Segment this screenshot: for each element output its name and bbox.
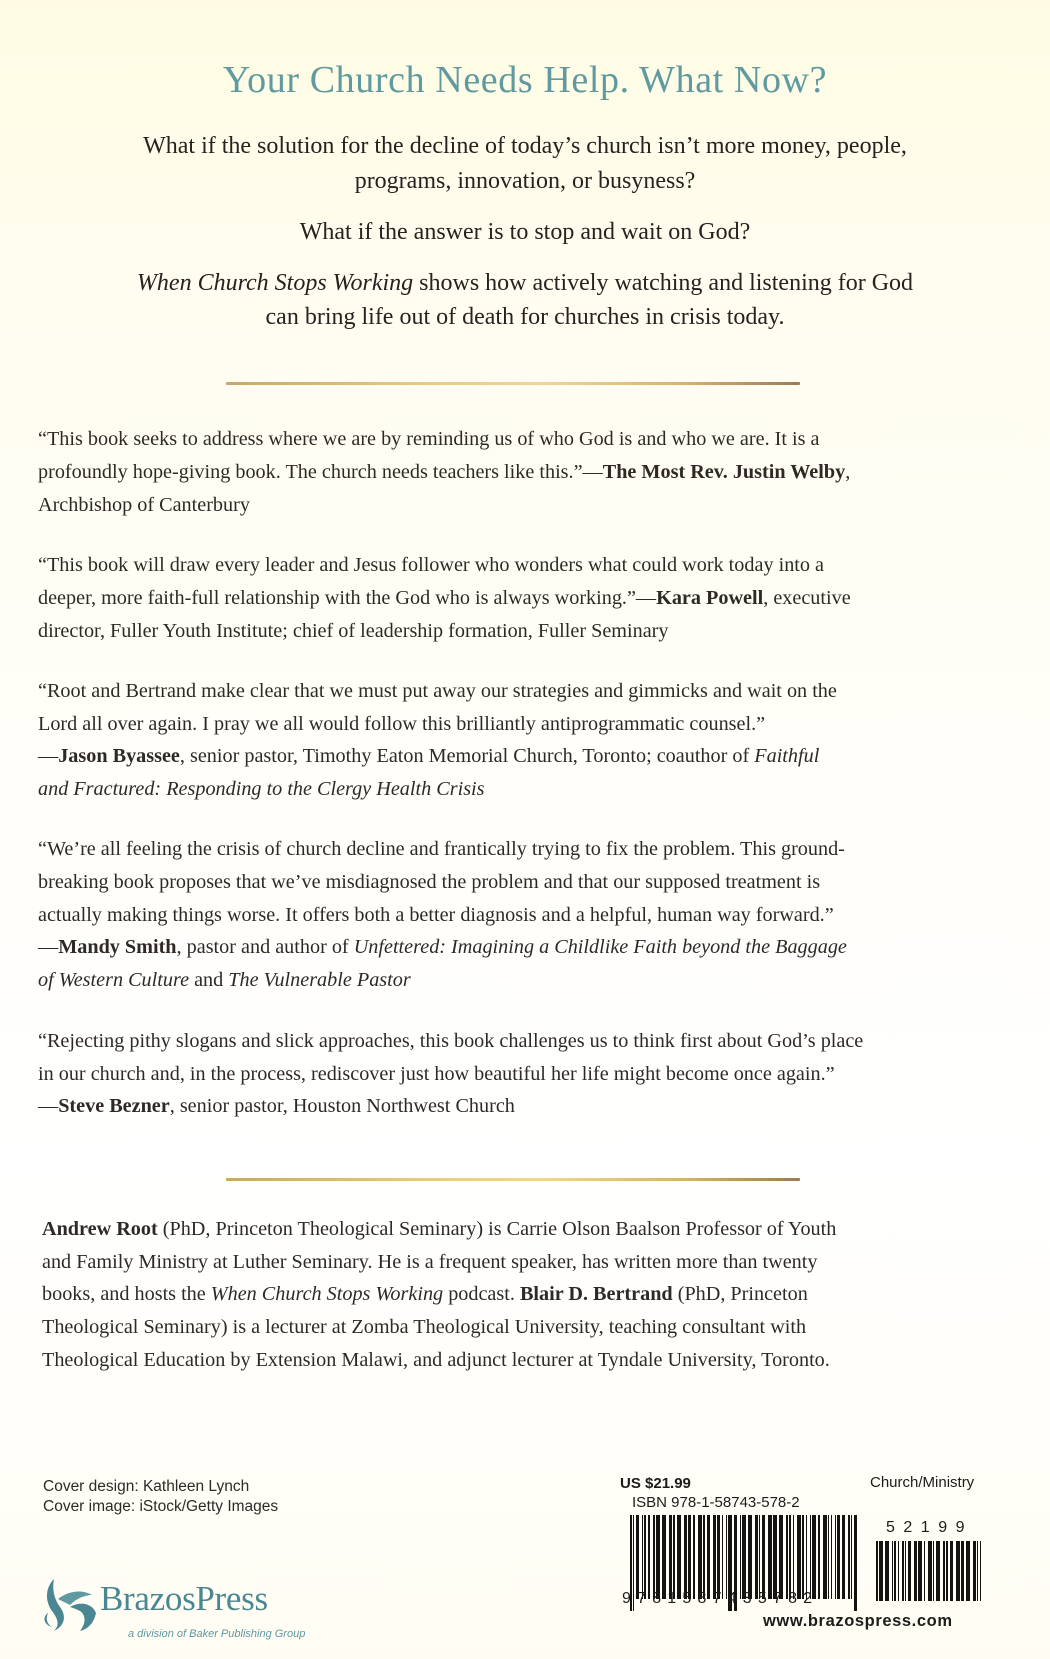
- text-run: “We’re all feeling the crisis of church decline and frantically trying to fix the problem. This ground-: [38, 838, 845, 860]
- title-italic: of Western Culture: [38, 969, 190, 991]
- barcode-bar: [684, 1515, 687, 1599]
- text-run: deeper, more faith-full relationship with the God who is always working.”—: [38, 587, 657, 609]
- bio-line: [42, 1283, 808, 1306]
- barcode-bar: [933, 1541, 934, 1601]
- bio-line: [42, 1251, 817, 1274]
- endorsement-line: [38, 461, 850, 484]
- endorsement-line: [38, 587, 851, 610]
- text-run: “This book will draw every leader and Jesus follower who wonders what could work today into a: [38, 554, 824, 576]
- text-run: Theological Education by Extension Malawi, and adjunct lecturer at Tyndale University, Toronto.: [42, 1349, 830, 1371]
- barcode-bar: [950, 1541, 953, 1601]
- text-run: , pastor and author of: [176, 936, 354, 958]
- barcode-bar: [806, 1515, 807, 1599]
- barcode-digits: 9781587435782: [622, 1590, 819, 1607]
- barcode-bar: [768, 1515, 772, 1599]
- price-label: US $21.99: [620, 1475, 691, 1492]
- barcode-bar: [755, 1515, 758, 1599]
- book-title-italic: When Church Stops Working: [136, 270, 414, 296]
- bio-line: [42, 1316, 806, 1339]
- barcode-bar: [956, 1541, 960, 1601]
- intro-question-line-1: What if the solution for the decline of today’s church isn’t more money, people,: [143, 133, 907, 159]
- barcode-bar: [677, 1515, 681, 1599]
- barcode-bar: [717, 1515, 720, 1599]
- endorsement-line: [38, 1095, 515, 1118]
- bio-line: [42, 1218, 836, 1241]
- text-run: profoundly hope-giving book. The church needs teachers like this.”—: [38, 461, 603, 483]
- barcode-bar: [885, 1541, 889, 1601]
- barcode-bar: [726, 1515, 727, 1599]
- name-bold: Jason Byassee: [58, 745, 180, 767]
- title-italic: and Fractured: Responding to the Clergy Health Crisis: [38, 778, 485, 800]
- title-italic: The Vulnerable Pastor: [228, 969, 411, 991]
- text-run: , senior pastor, Timothy Eaton Memorial Church, Toronto; coauthor of: [179, 745, 755, 767]
- text-run: ,: [845, 461, 851, 483]
- barcode-bar: [703, 1515, 705, 1599]
- brazos-river-wave-icon: [40, 1573, 98, 1633]
- text-run: Theological Seminary) is a lecturer at Zomba Theological University, teaching consultant with: [42, 1316, 807, 1338]
- barcode-bar: [973, 1541, 976, 1601]
- barcode-bar: [848, 1515, 850, 1599]
- barcode-bar: [980, 1541, 981, 1601]
- endorsement-line: [38, 745, 819, 768]
- barcode-bar: [812, 1515, 816, 1599]
- category-label: Church/Ministry: [870, 1474, 975, 1491]
- name-bold: Andrew Root: [42, 1218, 158, 1240]
- text-run: and Family Ministry at Luther Seminary. He is a frequent speaker, has written more than twenty: [42, 1251, 818, 1273]
- endorsement-line: [38, 620, 668, 643]
- barcode-bar: [876, 1541, 878, 1601]
- barcode-bar: [936, 1541, 940, 1601]
- gold-divider-top: [226, 382, 800, 385]
- title-italic: Unfettered: Imagining a Childlike Faith beyond the Baggage: [353, 936, 847, 958]
- text-run: —: [38, 745, 59, 767]
- barcode-bar: [943, 1541, 945, 1601]
- name-bold: Mandy Smith: [58, 936, 177, 958]
- barcode-bar: [879, 1541, 883, 1601]
- barcode-bar: [854, 1515, 857, 1611]
- barcode-bar: [759, 1515, 760, 1599]
- text-run: —: [38, 936, 59, 958]
- text-run: “This book seeks to address where we are by reminding us of who God is and who we are. It is a: [38, 428, 820, 450]
- barcode-bar: [928, 1541, 932, 1601]
- barcode-bar: [842, 1515, 845, 1599]
- intro-summary-line-2: can bring life out of death for churches in crisis today.: [265, 304, 785, 330]
- back-cover-headline: Your Church Needs Help. What Now?: [222, 59, 828, 101]
- endorsement-line: [38, 680, 837, 703]
- publisher-logo: [40, 1573, 360, 1648]
- text-run: (PhD, Princeton Theological Seminary) is Carrie Olson Baalson Professor of Youth: [157, 1218, 837, 1240]
- cover-image-credit: Cover image: iStock/Getty Images: [43, 1498, 279, 1515]
- publisher-website: www.brazospress.com: [763, 1612, 953, 1630]
- barcode-bar: [977, 1541, 978, 1601]
- barcode-bar: [644, 1515, 646, 1599]
- barcode-bar: [835, 1515, 836, 1599]
- intro-summary-line-1: [0, 270, 1050, 297]
- barcode-bar: [966, 1541, 970, 1601]
- text-run: breaking book proposes that we’ve misdiagnosed the problem and that our supposed treatment is: [38, 871, 821, 893]
- barcode-bar: [831, 1515, 832, 1599]
- barcode-bar: [773, 1515, 777, 1599]
- barcode-bar: [905, 1541, 906, 1601]
- barcode-bar: [908, 1541, 911, 1601]
- text-run: books, and hosts the: [42, 1283, 211, 1305]
- barcode-bar: [918, 1541, 922, 1601]
- barcode-bar: [642, 1515, 643, 1599]
- barcode-bar: [810, 1515, 811, 1599]
- text-run: —: [38, 1095, 59, 1117]
- name-bold: Steve Bezner: [58, 1095, 170, 1117]
- barcode-bar: [740, 1515, 741, 1599]
- barcode-bar: [648, 1515, 650, 1599]
- barcode-bar: [802, 1515, 804, 1599]
- price-barcode: [876, 1541, 986, 1613]
- barcode-bar: [902, 1541, 904, 1601]
- endorsement-line: [38, 713, 765, 736]
- barcode-bar: [894, 1541, 896, 1601]
- barcode-bar: [793, 1515, 794, 1599]
- publisher-name: BrazosPress: [100, 1579, 268, 1618]
- endorsement-line: [38, 554, 824, 577]
- barcode-bar: [898, 1541, 899, 1601]
- text-run: podcast.: [443, 1283, 520, 1305]
- barcode-bar: [789, 1515, 791, 1599]
- endorsement-line: [38, 969, 411, 992]
- text-run: “Root and Bertrand make clear that we must put away our strategies and gimmicks and wait on the: [38, 680, 837, 702]
- publisher-tagline: a division of Baker Publishing Group: [128, 1628, 306, 1640]
- barcode-bar: [961, 1541, 964, 1601]
- barcode-bar: [707, 1515, 710, 1599]
- barcode-bar: [779, 1515, 783, 1599]
- barcode-bar: [851, 1515, 852, 1599]
- barcode-bar: [722, 1515, 723, 1599]
- intro-summary-text: shows how actively watching and listening for God: [413, 270, 914, 296]
- barcode-bar: [693, 1515, 695, 1599]
- bio-line: [42, 1349, 830, 1372]
- title-italic: Faithful: [754, 745, 820, 767]
- name-bold: The Most Rev. Justin Welby: [602, 461, 846, 483]
- barcode-bar: [636, 1515, 639, 1599]
- text-run: “Rejecting pithy slogans and slick approaches, this book challenges us to think first about God’s place: [38, 1030, 864, 1052]
- text-run: , senior pastor, Houston Northwest Church: [169, 1095, 515, 1117]
- barcode-bar: [837, 1515, 840, 1599]
- endorsement-line: [38, 778, 485, 801]
- barcode-bar: [698, 1515, 702, 1599]
- barcode-bar: [669, 1515, 672, 1599]
- barcode-bar: [818, 1515, 820, 1599]
- barcode-bar: [823, 1515, 827, 1599]
- name-bold: Blair D. Bertrand: [519, 1283, 673, 1305]
- text-run: , executive: [763, 587, 851, 609]
- barcode-bar: [762, 1515, 765, 1599]
- barcode-bar: [713, 1515, 716, 1599]
- endorsement-line: [38, 494, 250, 517]
- endorsement-line: [38, 838, 845, 861]
- title-italic: When Church Stops Working: [210, 1283, 444, 1305]
- barcode-bar: [924, 1541, 925, 1601]
- barcode-bar: [656, 1515, 660, 1599]
- barcode-bar: [946, 1541, 948, 1601]
- barcode-bar: [662, 1515, 666, 1599]
- endorsement-line: [38, 428, 820, 451]
- barcode-bar: [653, 1515, 655, 1599]
- barcode-bar: [786, 1515, 788, 1599]
- endorsement-line: [38, 936, 847, 959]
- text-run: actually making things worse. It offers both a better diagnosis and a helpful, human way forward.”: [38, 904, 834, 926]
- barcode-bar: [797, 1515, 801, 1599]
- text-run: (PhD, Princeton: [672, 1283, 808, 1305]
- gold-divider-bottom: [226, 1178, 800, 1181]
- endorsement-line: [38, 1063, 835, 1086]
- text-run: and: [189, 969, 229, 991]
- text-run: director, Fuller Youth Institute; chief of leadership formation, Fuller Seminary: [38, 620, 669, 642]
- barcode-bar: [914, 1541, 917, 1601]
- cover-design-credit: Cover design: Kathleen Lynch: [43, 1478, 250, 1495]
- endorsement-line: [38, 871, 820, 894]
- barcode-bar: [673, 1515, 675, 1599]
- barcode-bar: [742, 1515, 746, 1599]
- price-code-digits: 52199: [886, 1519, 973, 1536]
- barcode-bar: [748, 1515, 752, 1599]
- intro-question-line-2: programs, innovation, or busyness?: [354, 168, 696, 194]
- name-bold: Kara Powell: [656, 587, 764, 609]
- barcode-bar: [892, 1541, 893, 1601]
- text-run: in our church and, in the process, rediscover just how beautiful her life might become once again.”: [38, 1063, 835, 1085]
- barcode-bar: [688, 1515, 691, 1599]
- text-run: Archbishop of Canterbury: [38, 494, 250, 516]
- intro-answer-question: What if the answer is to stop and wait on God?: [299, 219, 751, 245]
- isbn-label: ISBN 978-1-58743-578-2: [632, 1494, 800, 1511]
- endorsement-line: [38, 1030, 863, 1053]
- text-run: Lord all over again. I pray we all would follow this brilliantly antiprogrammatic counsel.”: [38, 713, 766, 735]
- endorsement-line: [38, 904, 834, 927]
- barcode-bar: [828, 1515, 829, 1599]
